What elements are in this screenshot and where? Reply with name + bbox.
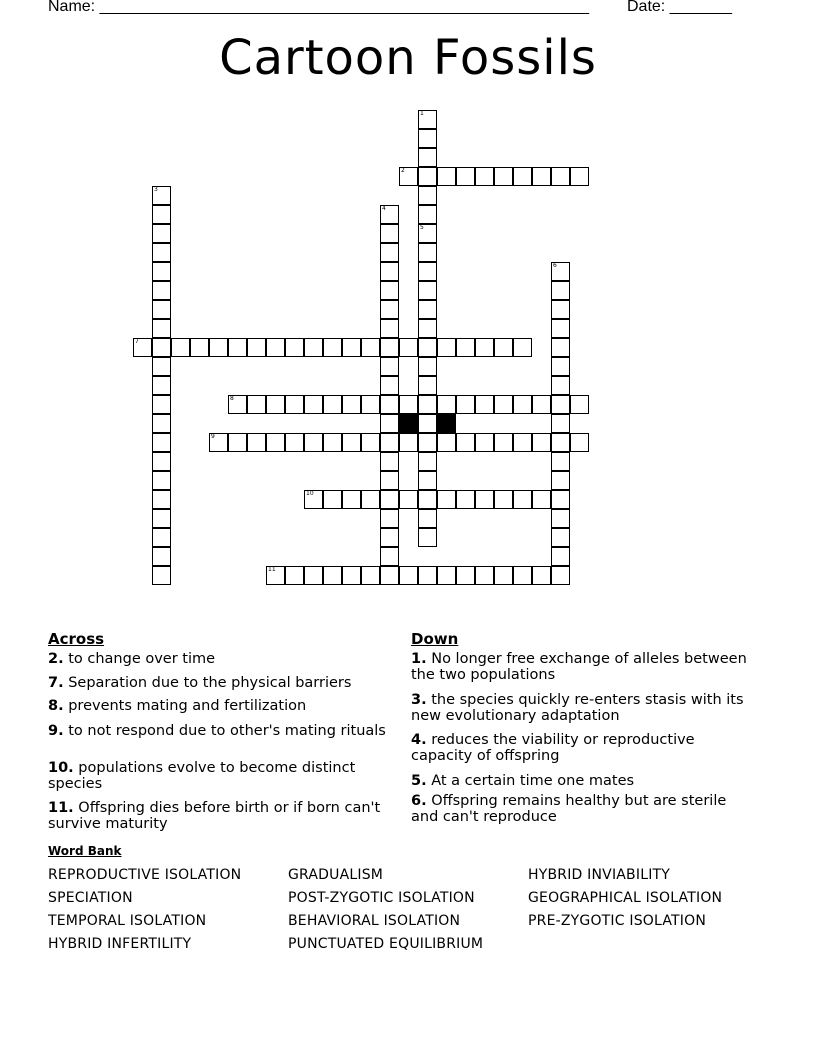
grid-cell[interactable] (228, 338, 247, 357)
grid-cell[interactable] (380, 243, 399, 262)
grid-cell[interactable] (285, 338, 304, 357)
word-bank-item: SPECIATION (48, 890, 133, 906)
grid-cell[interactable] (247, 433, 266, 452)
grid-cell[interactable] (494, 338, 513, 357)
grid-cell[interactable] (380, 509, 399, 528)
clue-text: prevents mating and fertilization (63, 698, 307, 714)
across-clue (48, 698, 388, 714)
grid-cell[interactable] (418, 300, 437, 319)
clue-number: 5. (411, 773, 427, 789)
grid-cell[interactable] (361, 395, 380, 414)
grid-cell[interactable] (266, 433, 285, 452)
grid-cell[interactable] (152, 224, 171, 243)
grid-cell[interactable] (152, 414, 171, 433)
grid-cell[interactable] (456, 395, 475, 414)
grid-cell[interactable] (456, 490, 475, 509)
clue-number: 9. (48, 723, 64, 739)
grid-cell[interactable] (456, 167, 475, 186)
grid-cell[interactable] (380, 566, 399, 585)
grid-cell[interactable] (513, 433, 532, 452)
grid-cell[interactable] (323, 566, 342, 585)
grid-cell[interactable] (380, 528, 399, 547)
clue-text: No longer free exchange of alleles between the two populations (411, 651, 747, 683)
grid-cell[interactable] (551, 376, 570, 395)
grid-cell[interactable] (152, 357, 171, 376)
grid-cell[interactable] (342, 566, 361, 585)
grid-cell[interactable] (342, 338, 361, 357)
grid-cell[interactable] (380, 281, 399, 300)
clue-number: 11. (48, 800, 74, 816)
clue-number: 7 (135, 338, 139, 345)
grid-cell[interactable] (532, 433, 551, 452)
clue-text: At a certain time one mates (426, 773, 635, 789)
grid-cell[interactable] (323, 338, 342, 357)
clue-number: 6. (411, 793, 427, 809)
grid-cell[interactable] (513, 395, 532, 414)
grid-cell[interactable] (418, 452, 437, 471)
grid-cell[interactable] (152, 547, 171, 566)
grid-cell[interactable] (418, 243, 437, 262)
clue-number: 2 (401, 167, 405, 174)
across-clue (48, 800, 388, 832)
grid-cell[interactable] (152, 262, 171, 281)
grid-cell[interactable] (152, 186, 171, 205)
grid-cell[interactable] (323, 433, 342, 452)
black-cell (399, 414, 418, 433)
grid-cell[interactable] (437, 167, 456, 186)
grid-cell[interactable] (551, 281, 570, 300)
grid-cell[interactable] (418, 167, 437, 186)
grid-cell[interactable] (152, 490, 171, 509)
grid-cell[interactable] (418, 490, 437, 509)
grid-cell[interactable] (152, 338, 171, 357)
grid-cell[interactable] (418, 471, 437, 490)
clue-number: 11 (268, 566, 276, 573)
grid-cell[interactable] (551, 319, 570, 338)
clue-number: 1 (420, 110, 424, 117)
grid-cell[interactable] (513, 566, 532, 585)
grid-cell[interactable] (266, 566, 285, 585)
grid-cell[interactable] (437, 338, 456, 357)
down-clue (411, 651, 751, 683)
grid-cell[interactable] (456, 566, 475, 585)
grid-cell[interactable] (152, 509, 171, 528)
grid-cell[interactable] (399, 490, 418, 509)
clue-text: populations evolve to become distinct species (48, 760, 356, 792)
grid-cell[interactable] (551, 547, 570, 566)
across-clue (48, 723, 388, 739)
grid-cell[interactable] (494, 566, 513, 585)
clue-number: 9 (211, 433, 215, 440)
grid-cell[interactable] (380, 338, 399, 357)
grid-cell[interactable] (551, 471, 570, 490)
clue-number: 8 (230, 395, 234, 402)
grid-cell[interactable] (380, 395, 399, 414)
grid-cell[interactable] (228, 433, 247, 452)
grid-cell[interactable] (418, 376, 437, 395)
grid-cell[interactable] (418, 205, 437, 224)
grid-cell[interactable] (152, 528, 171, 547)
word-bank-item: REPRODUCTIVE ISOLATION (48, 867, 242, 883)
grid-cell[interactable] (304, 395, 323, 414)
grid-cell[interactable] (494, 395, 513, 414)
grid-cell[interactable] (247, 338, 266, 357)
grid-cell[interactable] (494, 167, 513, 186)
grid-cell[interactable] (551, 167, 570, 186)
grid-cell[interactable] (171, 338, 190, 357)
clue-number: 1. (411, 651, 427, 667)
grid-cell[interactable] (418, 566, 437, 585)
grid-cell[interactable] (304, 338, 323, 357)
grid-cell[interactable] (152, 433, 171, 452)
grid-cell[interactable] (380, 300, 399, 319)
grid-cell[interactable] (152, 281, 171, 300)
page-title: Cartoon Fossils (219, 30, 597, 86)
down-clue (411, 692, 751, 724)
grid-cell[interactable] (380, 205, 399, 224)
across-clue (48, 675, 388, 691)
grid-cell[interactable] (437, 395, 456, 414)
grid-cell[interactable] (418, 357, 437, 376)
clue-text: to not respond due to other's mating rituals (63, 723, 386, 739)
clue-number: 5 (420, 224, 424, 231)
grid-cell[interactable] (152, 395, 171, 414)
clue-number: 7. (48, 675, 64, 691)
grid-cell[interactable] (399, 167, 418, 186)
grid-cell[interactable] (532, 167, 551, 186)
word-bank-heading: Word Bank (48, 844, 122, 858)
grid-cell[interactable] (437, 433, 456, 452)
clue-number: 3 (154, 186, 158, 193)
grid-cell[interactable] (418, 224, 437, 243)
across-heading: Across (48, 630, 105, 648)
clue-number: 10. (48, 760, 74, 776)
grid-cell[interactable] (551, 262, 570, 281)
clue-text: reduces the viability or reproductive capacity of offspring (411, 732, 695, 764)
down-clue (411, 793, 751, 825)
grid-cell[interactable] (532, 395, 551, 414)
grid-cell[interactable] (570, 433, 589, 452)
grid-cell[interactable] (551, 300, 570, 319)
grid-cell[interactable] (418, 395, 437, 414)
grid-cell[interactable] (304, 433, 323, 452)
grid-cell[interactable] (551, 357, 570, 376)
grid-cell[interactable] (456, 338, 475, 357)
clue-text: Offspring dies before birth or if born can't survive maturity (48, 800, 381, 832)
grid-cell[interactable] (551, 414, 570, 433)
grid-cell[interactable] (475, 338, 494, 357)
word-bank-item: TEMPORAL ISOLATION (48, 913, 207, 929)
grid-cell[interactable] (475, 167, 494, 186)
grid-cell[interactable] (380, 262, 399, 281)
grid-cell[interactable] (551, 395, 570, 414)
grid-cell[interactable] (570, 395, 589, 414)
grid-cell[interactable] (152, 205, 171, 224)
grid-cell[interactable] (361, 338, 380, 357)
grid-cell[interactable] (399, 338, 418, 357)
down-clue (411, 732, 751, 764)
down-clue (411, 773, 751, 789)
grid-cell[interactable] (532, 566, 551, 585)
grid-cell[interactable] (285, 395, 304, 414)
grid-cell[interactable] (475, 490, 494, 509)
grid-cell[interactable] (342, 490, 361, 509)
grid-cell[interactable] (513, 167, 532, 186)
grid-cell[interactable] (532, 490, 551, 509)
grid-cell[interactable] (247, 395, 266, 414)
grid-cell[interactable] (380, 414, 399, 433)
grid-cell[interactable] (551, 490, 570, 509)
grid-cell[interactable] (399, 433, 418, 452)
across-clue (48, 760, 388, 792)
word-bank-item: GRADUALISM (288, 867, 384, 883)
grid-cell[interactable] (418, 338, 437, 357)
word-bank-item: POST-ZYGOTIC ISOLATION (288, 890, 475, 906)
grid-cell[interactable] (551, 433, 570, 452)
grid-cell[interactable] (551, 528, 570, 547)
grid-cell[interactable] (456, 433, 475, 452)
grid-cell[interactable] (380, 471, 399, 490)
grid-cell[interactable] (551, 509, 570, 528)
grid-cell[interactable] (152, 300, 171, 319)
grid-cell[interactable] (190, 338, 209, 357)
grid-cell[interactable] (418, 319, 437, 338)
grid-cell[interactable] (513, 338, 532, 357)
grid-cell[interactable] (323, 395, 342, 414)
grid-cell[interactable] (418, 148, 437, 167)
grid-cell[interactable] (380, 490, 399, 509)
grid-cell[interactable] (152, 243, 171, 262)
clue-text: the species quickly re-enters stasis with its new evolutionary adaptation (411, 692, 744, 724)
grid-cell[interactable] (418, 414, 437, 433)
grid-cell[interactable] (513, 490, 532, 509)
clue-text: to change over time (63, 651, 216, 667)
grid-cell[interactable] (228, 395, 247, 414)
grid-cell[interactable] (418, 528, 437, 547)
grid-cell[interactable] (152, 566, 171, 585)
grid-cell[interactable] (209, 433, 228, 452)
grid-cell[interactable] (361, 433, 380, 452)
grid-cell[interactable] (475, 395, 494, 414)
grid-cell[interactable] (551, 566, 570, 585)
word-bank-item: PUNCTUATED EQUILIBRIUM (288, 936, 484, 952)
grid-cell[interactable] (418, 186, 437, 205)
clue-number: 2. (48, 651, 64, 667)
grid-cell[interactable] (152, 319, 171, 338)
grid-cell[interactable] (551, 338, 570, 357)
grid-cell[interactable] (304, 490, 323, 509)
grid-cell[interactable] (285, 433, 304, 452)
grid-cell[interactable] (418, 129, 437, 148)
grid-cell[interactable] (418, 433, 437, 452)
clue-text: Separation due to the physical barriers (63, 675, 352, 691)
grid-cell[interactable] (418, 110, 437, 129)
across-clue (48, 651, 388, 667)
grid-cell[interactable] (418, 509, 437, 528)
grid-cell[interactable] (399, 395, 418, 414)
grid-cell[interactable] (152, 376, 171, 395)
grid-cell[interactable] (380, 433, 399, 452)
word-bank-item: PRE-ZYGOTIC ISOLATION (528, 913, 707, 929)
grid-cell[interactable] (380, 547, 399, 566)
grid-cell[interactable] (380, 319, 399, 338)
black-cell (437, 414, 456, 433)
grid-cell[interactable] (209, 338, 228, 357)
down-heading: Down (411, 630, 459, 648)
grid-cell[interactable] (380, 357, 399, 376)
grid-cell[interactable] (285, 566, 304, 585)
grid-cell[interactable] (266, 395, 285, 414)
grid-cell[interactable] (494, 433, 513, 452)
grid-cell[interactable] (361, 490, 380, 509)
grid-cell[interactable] (323, 490, 342, 509)
grid-cell[interactable] (475, 566, 494, 585)
grid-cell[interactable] (418, 262, 437, 281)
grid-cell[interactable] (494, 490, 513, 509)
grid-cell[interactable] (418, 281, 437, 300)
clue-number: 10 (306, 490, 314, 497)
grid-cell[interactable] (342, 395, 361, 414)
clue-text: Offspring remains healthy but are sterile and can't reproduce (411, 793, 727, 825)
grid-cell[interactable] (133, 338, 152, 357)
word-bank-item: HYBRID INVIABILITY (528, 867, 671, 883)
grid-cell[interactable] (342, 433, 361, 452)
clue-number: 6 (553, 262, 557, 269)
grid-cell[interactable] (380, 452, 399, 471)
grid-cell[interactable] (437, 566, 456, 585)
grid-cell[interactable] (551, 452, 570, 471)
word-bank-item: HYBRID INFERTILITY (48, 936, 192, 952)
clue-number: 3. (411, 692, 427, 708)
grid-cell[interactable] (399, 566, 418, 585)
grid-cell[interactable] (152, 471, 171, 490)
grid-cell[interactable] (380, 376, 399, 395)
grid-cell[interactable] (361, 566, 380, 585)
grid-cell[interactable] (570, 167, 589, 186)
clue-number: 4 (382, 205, 386, 212)
grid-cell[interactable] (304, 566, 323, 585)
word-bank-item: GEOGRAPHICAL ISOLATION (528, 890, 723, 906)
grid-cell[interactable] (437, 490, 456, 509)
grid-cell[interactable] (266, 338, 285, 357)
clue-number: 8. (48, 698, 64, 714)
grid-cell[interactable] (380, 224, 399, 243)
word-bank-item: BEHAVIORAL ISOLATION (288, 913, 461, 929)
grid-cell[interactable] (152, 452, 171, 471)
name-field-label: Name: _______________________________________________________ (48, 0, 589, 15)
clue-number: 4. (411, 732, 427, 748)
date-field-label: Date: _______ (627, 0, 732, 15)
grid-cell[interactable] (475, 433, 494, 452)
